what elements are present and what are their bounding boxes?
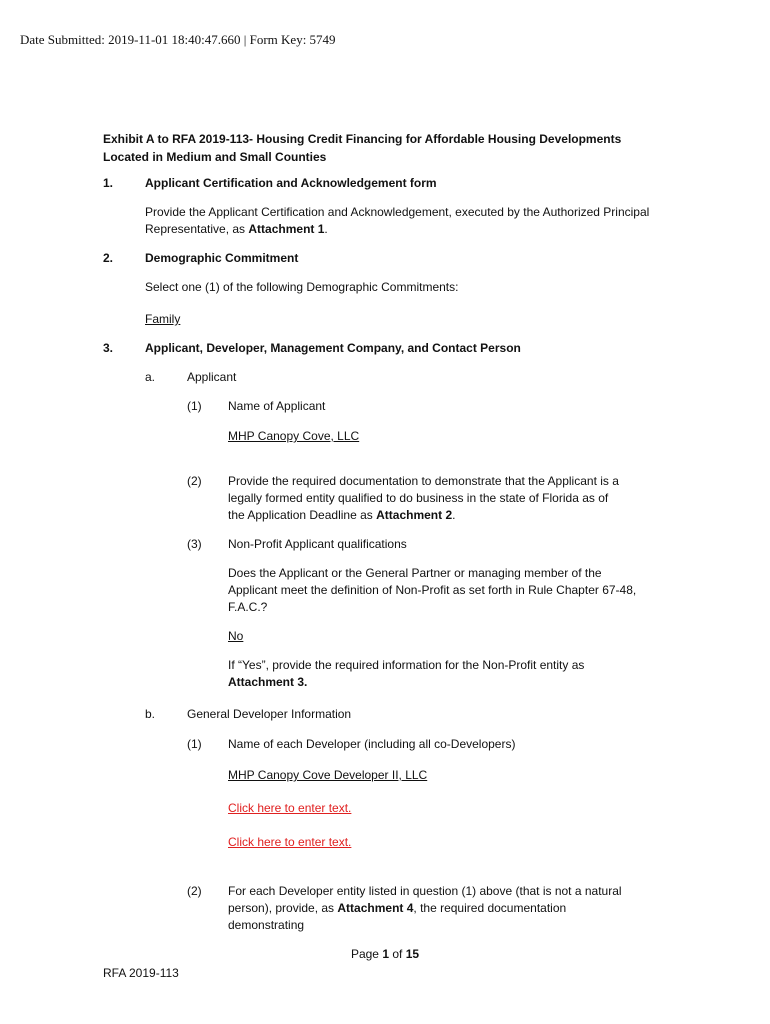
page-word: Page: [350, 947, 383, 961]
section-1-text-before: Provide the Applicant Certification and Acknowledgement, executed by the Authorized Principal Representative, as: [145, 205, 650, 236]
demographic-value[interactable]: Family: [145, 312, 181, 326]
attachment-4: Attachment 4: [337, 901, 414, 915]
document-title: Exhibit A to RFA 2019-113- Housing Credit Financing for Affordable Housing Developments Located in Medium and Small Counties: [103, 132, 622, 164]
section-3a-heading: Applicant: [187, 370, 237, 384]
q-3b2-number: (2): [187, 884, 202, 898]
page-total: 15: [405, 947, 420, 961]
section-3-heading: Applicant, Developer, Management Company, and Contact Person: [145, 341, 521, 355]
q-3a3-note-before: If “Yes”, provide the required information for the Non-Profit entity as: [228, 658, 585, 672]
q-3b2-text: [228, 883, 643, 934]
section-2-heading: Demographic Commitment: [145, 251, 299, 265]
section-1-text-after: .: [324, 222, 328, 236]
attachment-1: Attachment 1: [248, 222, 325, 236]
section-2-number: 2.: [103, 251, 114, 265]
page-number: [0, 946, 770, 963]
developer-name-value[interactable]: MHP Canopy Cove Developer II, LLC: [228, 768, 428, 782]
developer-name-placeholder-2[interactable]: Click here to enter text.: [228, 835, 352, 849]
section-2-text: Select one (1) of the following Demographic Commitments:: [145, 280, 459, 294]
q-3a2-text-after: .: [452, 508, 456, 522]
q-3b1-text: Name of each Developer (including all co-Developers): [228, 737, 516, 751]
date-submitted: Date Submitted: 2019-11-01 18:40:47.660: [20, 32, 241, 47]
q-3a1-text: Name of Applicant: [228, 399, 326, 413]
q-3a3-question: Does the Applicant or the General Partner or managing member of the Applicant meet the definition of Non-Profit as set forth in Rule Chapter 67-48, F.A.C.?: [228, 566, 637, 614]
q-3b2-text-after: , the required documentation demonstrating: [228, 901, 567, 932]
footer-rfa-label: RFA 2019-113: [103, 966, 179, 980]
q-3a2-text: [228, 473, 628, 524]
section-1-heading: Applicant Certification and Acknowledgement form: [145, 176, 437, 190]
section-3b-heading: General Developer Information: [187, 707, 352, 721]
submission-header: [20, 31, 336, 48]
developer-name-placeholder-1[interactable]: Click here to enter text.: [228, 801, 352, 815]
page-current: 1: [382, 947, 389, 961]
form-key: Form Key: 5749: [249, 32, 336, 47]
q-3a2-number: (2): [187, 474, 202, 488]
q-3a3-note: [228, 657, 628, 691]
q-3a2-text-before: Provide the required documentation to demonstrate that the Applicant is a legally formed entity qualified to do business in the state of Florida as of the Application Deadline as: [228, 474, 619, 522]
q-3a1-number: (1): [187, 399, 202, 413]
q-3a3-number: (3): [187, 537, 202, 551]
section-1-number: 1.: [103, 176, 114, 190]
applicant-name-value[interactable]: MHP Canopy Cove, LLC: [228, 429, 360, 443]
q-3b1-number: (1): [187, 737, 202, 751]
q-3b2-text-before: For each Developer entity listed in question (1) above (that is not a natural person), provide, as: [228, 884, 622, 915]
attachment-3: Attachment 3.: [228, 675, 308, 689]
q-3a3-text: Non-Profit Applicant qualifications: [228, 537, 407, 551]
header-separator: |: [240, 32, 250, 47]
attachment-2: Attachment 2: [376, 508, 453, 522]
section-3a-label: a.: [145, 370, 156, 384]
section-3b-label: b.: [145, 707, 156, 721]
section-1-text: [145, 204, 655, 238]
section-3-number: 3.: [103, 341, 114, 355]
nonprofit-answer-value[interactable]: No: [228, 629, 244, 643]
page-of: of: [389, 947, 406, 961]
